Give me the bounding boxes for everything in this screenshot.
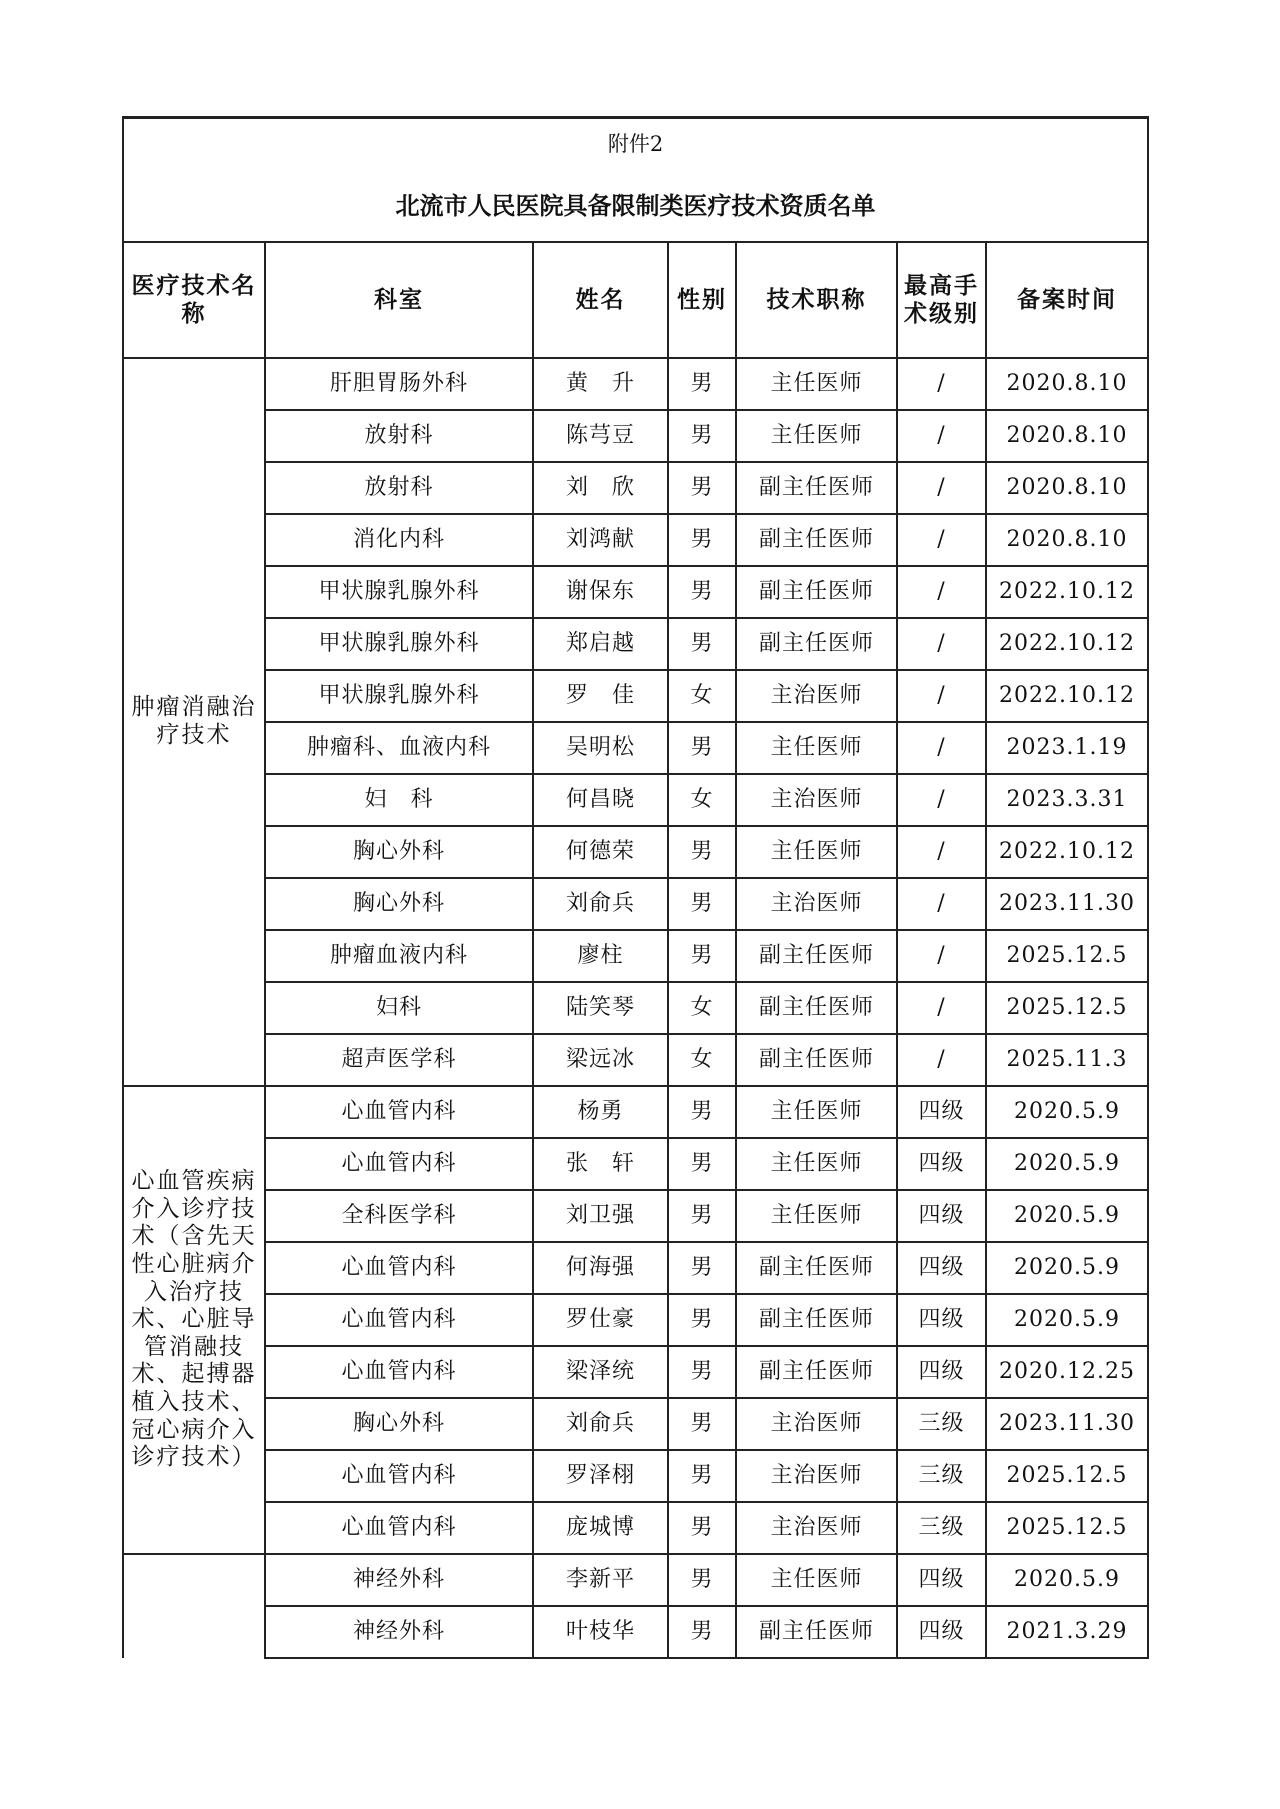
name-cell: 陆笑琴 xyxy=(533,982,668,1034)
table-row xyxy=(123,1450,1148,1502)
gender-cell: 女 xyxy=(668,1034,736,1086)
department-cell: 神经外科 xyxy=(265,1554,533,1606)
table-row xyxy=(123,514,1148,566)
title-cell: 主任医师 xyxy=(736,358,897,410)
header-filing-date: 备案时间 xyxy=(986,242,1148,358)
filing-date-cell: 2025.12.5 xyxy=(986,1502,1148,1554)
surgery-level-cell: / xyxy=(897,410,986,462)
surgery-level-cell: 三级 xyxy=(897,1502,986,1554)
surgery-level-cell: / xyxy=(897,722,986,774)
surgery-level-cell: 四级 xyxy=(897,1294,986,1346)
title-cell: 主治医师 xyxy=(736,1502,897,1554)
title-cell: 副主任医师 xyxy=(736,514,897,566)
surgery-level-cell: 三级 xyxy=(897,1398,986,1450)
department-cell: 心血管内科 xyxy=(265,1138,533,1190)
filing-date-cell: 2020.8.10 xyxy=(986,358,1148,410)
technique-group-cell xyxy=(123,1554,265,1658)
department-cell: 心血管内科 xyxy=(265,1502,533,1554)
table-row xyxy=(123,618,1148,670)
filing-date-cell: 2020.12.25 xyxy=(986,1346,1148,1398)
name-cell: 刘鸿献 xyxy=(533,514,668,566)
gender-cell: 男 xyxy=(668,1138,736,1190)
gender-cell: 男 xyxy=(668,826,736,878)
filing-date-cell: 2020.5.9 xyxy=(986,1242,1148,1294)
table-row xyxy=(123,670,1148,722)
name-cell: 梁泽统 xyxy=(533,1346,668,1398)
gender-cell: 男 xyxy=(668,1450,736,1502)
filing-date-cell: 2020.5.9 xyxy=(986,1086,1148,1138)
table-row xyxy=(123,826,1148,878)
surgery-level-cell: 三级 xyxy=(897,1450,986,1502)
table-title: 北流市人民医院具备限制类医疗技术资质名单 xyxy=(123,171,1148,242)
table-row xyxy=(123,774,1148,826)
table-row xyxy=(123,566,1148,618)
surgery-level-cell: / xyxy=(897,982,986,1034)
name-cell: 梁远冰 xyxy=(533,1034,668,1086)
gender-cell: 女 xyxy=(668,774,736,826)
surgery-level-cell: 四级 xyxy=(897,1554,986,1606)
table-row xyxy=(123,1346,1148,1398)
title-cell: 副主任医师 xyxy=(736,1606,897,1658)
title-cell: 主任医师 xyxy=(736,826,897,878)
name-cell: 黄 升 xyxy=(533,358,668,410)
filing-date-cell: 2020.8.10 xyxy=(986,514,1148,566)
surgery-level-cell: / xyxy=(897,826,986,878)
name-cell: 谢保东 xyxy=(533,566,668,618)
name-cell: 刘俞兵 xyxy=(533,1398,668,1450)
department-cell: 放射科 xyxy=(265,462,533,514)
department-cell: 心血管内科 xyxy=(265,1450,533,1502)
filing-date-cell: 2023.1.19 xyxy=(986,722,1148,774)
table-row xyxy=(123,1294,1148,1346)
filing-date-cell: 2025.12.5 xyxy=(986,982,1148,1034)
table-row xyxy=(123,982,1148,1034)
title-cell: 副主任医师 xyxy=(736,462,897,514)
surgery-level-cell: / xyxy=(897,514,986,566)
department-cell: 甲状腺乳腺外科 xyxy=(265,618,533,670)
gender-cell: 男 xyxy=(668,358,736,410)
department-cell: 肿瘤科、血液内科 xyxy=(265,722,533,774)
department-cell: 甲状腺乳腺外科 xyxy=(265,566,533,618)
department-cell: 心血管内科 xyxy=(265,1086,533,1138)
name-cell: 罗仕豪 xyxy=(533,1294,668,1346)
title-cell: 主任医师 xyxy=(736,1086,897,1138)
name-cell: 李新平 xyxy=(533,1554,668,1606)
department-cell: 心血管内科 xyxy=(265,1294,533,1346)
title-cell: 主任医师 xyxy=(736,722,897,774)
gender-cell: 男 xyxy=(668,1242,736,1294)
filing-date-cell: 2023.3.31 xyxy=(986,774,1148,826)
title-cell: 副主任医师 xyxy=(736,1034,897,1086)
gender-cell: 男 xyxy=(668,1294,736,1346)
name-cell: 刘卫强 xyxy=(533,1190,668,1242)
title-cell: 主任医师 xyxy=(736,1138,897,1190)
filing-date-cell: 2020.5.9 xyxy=(986,1190,1148,1242)
gender-cell: 男 xyxy=(668,1346,736,1398)
department-cell: 心血管内科 xyxy=(265,1346,533,1398)
department-cell: 妇 科 xyxy=(265,774,533,826)
table-row xyxy=(123,1554,1148,1606)
name-cell: 吴明松 xyxy=(533,722,668,774)
header-name: 姓名 xyxy=(533,242,668,358)
department-cell: 妇科 xyxy=(265,982,533,1034)
department-cell: 消化内科 xyxy=(265,514,533,566)
filing-date-cell: 2023.11.30 xyxy=(986,1398,1148,1450)
gender-cell: 男 xyxy=(668,1502,736,1554)
gender-cell: 男 xyxy=(668,410,736,462)
department-cell: 神经外科 xyxy=(265,1606,533,1658)
filing-date-cell: 2022.10.12 xyxy=(986,826,1148,878)
header-department: 科室 xyxy=(265,242,533,358)
header-row xyxy=(123,242,1148,358)
table-row xyxy=(123,410,1148,462)
title-cell: 副主任医师 xyxy=(736,1294,897,1346)
header-technique: 医疗技术名称 xyxy=(123,242,265,358)
name-cell: 庞城博 xyxy=(533,1502,668,1554)
gender-cell: 女 xyxy=(668,670,736,722)
department-cell: 肿瘤血液内科 xyxy=(265,930,533,982)
name-cell: 叶枝华 xyxy=(533,1606,668,1658)
filing-date-cell: 2020.5.9 xyxy=(986,1554,1148,1606)
table-row xyxy=(123,462,1148,514)
technique-group-cell: 肿瘤消融治疗技术 xyxy=(123,358,265,1086)
table-row xyxy=(123,930,1148,982)
name-cell: 郑启越 xyxy=(533,618,668,670)
filing-date-cell: 2023.11.30 xyxy=(986,878,1148,930)
filing-date-cell: 2025.12.5 xyxy=(986,1450,1148,1502)
surgery-level-cell: / xyxy=(897,774,986,826)
attachment-row xyxy=(123,118,1148,172)
title-cell: 副主任医师 xyxy=(736,982,897,1034)
gender-cell: 男 xyxy=(668,462,736,514)
gender-cell: 女 xyxy=(668,982,736,1034)
filing-date-cell: 2020.8.10 xyxy=(986,462,1148,514)
surgery-level-cell: / xyxy=(897,566,986,618)
gender-cell: 男 xyxy=(668,1606,736,1658)
table-row xyxy=(123,1398,1148,1450)
title-cell: 副主任医师 xyxy=(736,618,897,670)
table-row xyxy=(123,878,1148,930)
title-cell: 主治医师 xyxy=(736,1450,897,1502)
title-cell: 副主任医师 xyxy=(736,1346,897,1398)
header-gender: 性别 xyxy=(668,242,736,358)
department-cell: 心血管内科 xyxy=(265,1242,533,1294)
table-row xyxy=(123,722,1148,774)
filing-date-cell: 2022.10.12 xyxy=(986,566,1148,618)
name-cell: 罗泽栩 xyxy=(533,1450,668,1502)
gender-cell: 男 xyxy=(668,1554,736,1606)
table-row xyxy=(123,1138,1148,1190)
department-cell: 全科医学科 xyxy=(265,1190,533,1242)
filing-date-cell: 2020.5.9 xyxy=(986,1138,1148,1190)
surgery-level-cell: / xyxy=(897,462,986,514)
name-cell: 刘俞兵 xyxy=(533,878,668,930)
surgery-level-cell: / xyxy=(897,930,986,982)
title-row xyxy=(123,171,1148,242)
gender-cell: 男 xyxy=(668,722,736,774)
title-cell: 主任医师 xyxy=(736,1190,897,1242)
surgery-level-cell: 四级 xyxy=(897,1190,986,1242)
table-row xyxy=(123,358,1148,410)
header-title: 技术职称 xyxy=(736,242,897,358)
title-cell: 副主任医师 xyxy=(736,930,897,982)
filing-date-cell: 2022.10.12 xyxy=(986,670,1148,722)
table-row xyxy=(123,1086,1148,1138)
table-row xyxy=(123,1502,1148,1554)
filing-date-cell: 2025.12.5 xyxy=(986,930,1148,982)
attachment-label: 附件2 xyxy=(123,118,1148,172)
name-cell: 何德荣 xyxy=(533,826,668,878)
name-cell: 陈芎豆 xyxy=(533,410,668,462)
name-cell: 张 轩 xyxy=(533,1138,668,1190)
technique-group-cell: 心血管疾病介入诊疗技术（含先天性心脏病介入治疗技术、心脏导管消融技术、起搏器植入技术、冠心病介入诊疗技术） xyxy=(123,1086,265,1554)
gender-cell: 男 xyxy=(668,514,736,566)
title-cell: 主治医师 xyxy=(736,1398,897,1450)
table-row xyxy=(123,1242,1148,1294)
name-cell: 廖柱 xyxy=(533,930,668,982)
surgery-level-cell: / xyxy=(897,670,986,722)
filing-date-cell: 2022.10.12 xyxy=(986,618,1148,670)
table-row xyxy=(123,1190,1148,1242)
gender-cell: 男 xyxy=(668,1398,736,1450)
surgery-level-cell: 四级 xyxy=(897,1242,986,1294)
department-cell: 肝胆胃肠外科 xyxy=(265,358,533,410)
department-cell: 胸心外科 xyxy=(265,826,533,878)
surgery-level-cell: / xyxy=(897,1034,986,1086)
department-cell: 超声医学科 xyxy=(265,1034,533,1086)
surgery-level-cell: 四级 xyxy=(897,1138,986,1190)
filing-date-cell: 2020.5.9 xyxy=(986,1294,1148,1346)
department-cell: 放射科 xyxy=(265,410,533,462)
surgery-level-cell: 四级 xyxy=(897,1606,986,1658)
title-cell: 主治医师 xyxy=(736,878,897,930)
title-cell: 主任医师 xyxy=(736,1554,897,1606)
table-row xyxy=(123,1606,1148,1658)
header-surgery-level: 最高手术级别 xyxy=(897,242,986,358)
name-cell: 杨勇 xyxy=(533,1086,668,1138)
filing-date-cell: 2021.3.29 xyxy=(986,1606,1148,1658)
department-cell: 甲状腺乳腺外科 xyxy=(265,670,533,722)
department-cell: 胸心外科 xyxy=(265,1398,533,1450)
surgery-level-cell: 四级 xyxy=(897,1086,986,1138)
gender-cell: 男 xyxy=(668,1086,736,1138)
gender-cell: 男 xyxy=(668,878,736,930)
name-cell: 何昌晓 xyxy=(533,774,668,826)
department-cell: 胸心外科 xyxy=(265,878,533,930)
table-row xyxy=(123,1034,1148,1086)
gender-cell: 男 xyxy=(668,1190,736,1242)
qualification-table xyxy=(122,116,1149,1659)
filing-date-cell: 2020.8.10 xyxy=(986,410,1148,462)
title-cell: 主治医师 xyxy=(736,670,897,722)
surgery-level-cell: / xyxy=(897,358,986,410)
title-cell: 主任医师 xyxy=(736,410,897,462)
filing-date-cell: 2025.11.3 xyxy=(986,1034,1148,1086)
title-cell: 副主任医师 xyxy=(736,566,897,618)
gender-cell: 男 xyxy=(668,566,736,618)
title-cell: 副主任医师 xyxy=(736,1242,897,1294)
name-cell: 罗 佳 xyxy=(533,670,668,722)
gender-cell: 男 xyxy=(668,930,736,982)
surgery-level-cell: / xyxy=(897,878,986,930)
name-cell: 刘 欣 xyxy=(533,462,668,514)
surgery-level-cell: 四级 xyxy=(897,1346,986,1398)
title-cell: 主治医师 xyxy=(736,774,897,826)
name-cell: 何海强 xyxy=(533,1242,668,1294)
surgery-level-cell: / xyxy=(897,618,986,670)
gender-cell: 男 xyxy=(668,618,736,670)
